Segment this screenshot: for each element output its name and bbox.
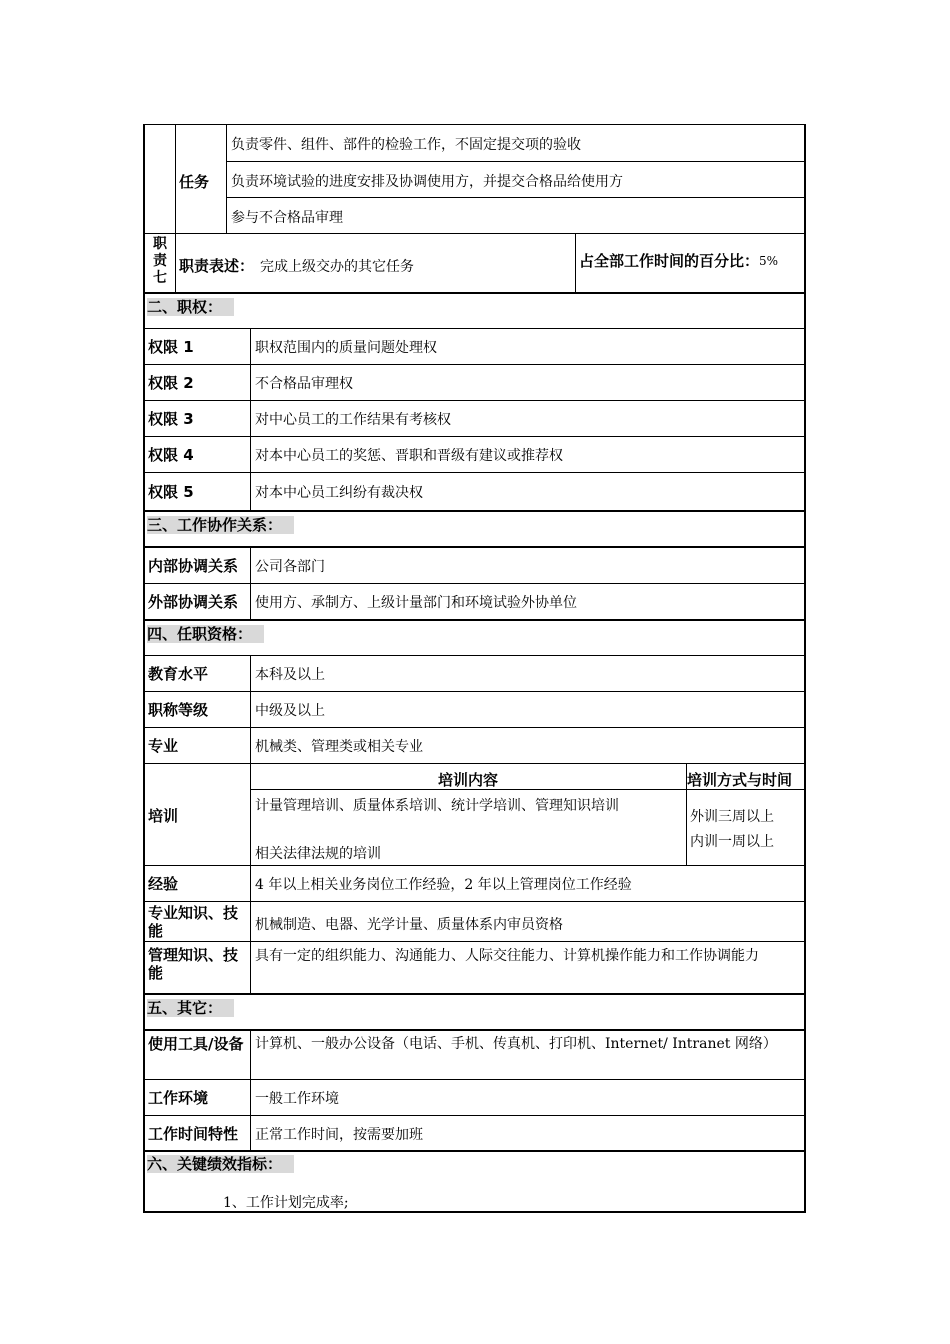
- other-value-tools: 计算机、一般办公设备（电话、手机、传真机、打印机、Internet/ Intranet 网络）: [255, 1036, 777, 1052]
- other-value-time: 正常工作时间，按需要加班: [255, 1126, 423, 1143]
- other-key-tools: 使用工具/设备: [148, 1035, 244, 1053]
- training-content-2: 相关法律法规的培训: [255, 846, 381, 862]
- qual-value-major: 机械类、管理类或相关专业: [255, 738, 423, 755]
- qual-key-skills: 专业知识、技能: [148, 904, 239, 940]
- section-other-title: 五、其它：: [147, 999, 234, 1017]
- qual-key-education: 教育水平: [148, 665, 209, 683]
- authority-value-5: 对本中心员工纠纷有裁决权: [255, 484, 423, 501]
- duty-desc-label: 职责表述：: [179, 257, 255, 275]
- authority-value-2: 不合格品审理权: [255, 375, 353, 392]
- other-key-time: 工作时间特性: [148, 1125, 239, 1143]
- coord-key-external: 外部协调关系: [148, 593, 239, 611]
- section-qualification: [143, 619, 806, 993]
- qual-key-major: 专业: [148, 737, 179, 755]
- task-item-2: 负责环境试验的进度安排及协调使用方，并提交合格品给使用方: [231, 174, 623, 190]
- authority-key-2: 权限 2: [148, 374, 194, 392]
- qual-value-skills: 机械制造、电器、光学计量、质量体系内审员资格: [255, 917, 563, 933]
- task-label: 任务: [179, 173, 210, 191]
- training-method-1: 外训三周以上: [690, 809, 774, 825]
- section-authority-title: 二、职权：: [147, 298, 234, 316]
- section-kpi-title: 六、关键绩效指标：: [147, 1155, 294, 1173]
- section-coordination-title: 三、工作协作关系：: [147, 516, 294, 534]
- qual-value-education: 本科及以上: [255, 666, 325, 683]
- qual-value-experience: 4 年以上相关业务岗位工作经验，2 年以上管理岗位工作经验: [255, 876, 632, 893]
- qual-value-title: 中级及以上: [255, 702, 325, 719]
- authority-key-5: 权限 5: [148, 483, 194, 501]
- task-item-3: 参与不合格品审理: [231, 210, 343, 226]
- section-qualification-title: 四、任职资格：: [147, 625, 264, 643]
- authority-key-1: 权限 1: [148, 338, 194, 356]
- qual-key-experience: 经验: [148, 875, 179, 893]
- training-col-content: 培训内容: [437, 771, 498, 789]
- percent-value: 5%: [759, 253, 779, 268]
- authority-value-3: 对中心员工的工作结果有考核权: [255, 411, 451, 428]
- training-col-method: 培训方式与时间: [687, 771, 793, 789]
- authority-key-3: 权限 3: [148, 410, 194, 428]
- section-authority: [143, 292, 806, 510]
- percent-label: 占全部工作时间的百分比：: [579, 252, 760, 270]
- authority-key-4: 权限 4: [148, 446, 194, 464]
- qual-value-management: 具有一定的组织能力、沟通能力、人际交往能力、计算机操作能力和工作协调能力: [255, 948, 759, 964]
- training-label: 培训: [148, 807, 179, 825]
- job-description-table: [143, 124, 806, 1213]
- coord-key-internal: 内部协调关系: [148, 557, 239, 575]
- coord-value-internal: 公司各部门: [255, 558, 325, 575]
- section-other: [143, 993, 806, 1150]
- duty7-label: 职 责 七: [153, 236, 167, 286]
- other-value-env: 一般工作环境: [255, 1090, 339, 1107]
- qual-key-title: 职称等级: [148, 701, 209, 719]
- qual-key-management: 管理知识、技能: [148, 946, 239, 982]
- task-item-1: 负责零件、组件、部件的检验工作，不固定提交项的验收: [231, 137, 581, 153]
- coord-value-external: 使用方、承制方、上级计量部门和环境试验外协单位: [255, 594, 577, 611]
- authority-value-4: 对本中心员工的奖惩、晋职和晋级有建议或推荐权: [255, 447, 563, 464]
- section-coordination: [143, 510, 806, 619]
- duty-block: [143, 124, 806, 292]
- other-key-env: 工作环境: [148, 1089, 209, 1107]
- training-method-2: 内训一周以上: [690, 834, 774, 850]
- section-kpi: [143, 1150, 806, 1213]
- kpi-item-1: 1、工作计划完成率;: [223, 1195, 349, 1211]
- authority-value-1: 职权范围内的质量问题处理权: [255, 339, 437, 356]
- training-content-1: 计量管理培训、质量体系培训、统计学培训、管理知识培训: [255, 798, 619, 814]
- duty-desc-text: 完成上级交办的其它任务: [260, 258, 415, 275]
